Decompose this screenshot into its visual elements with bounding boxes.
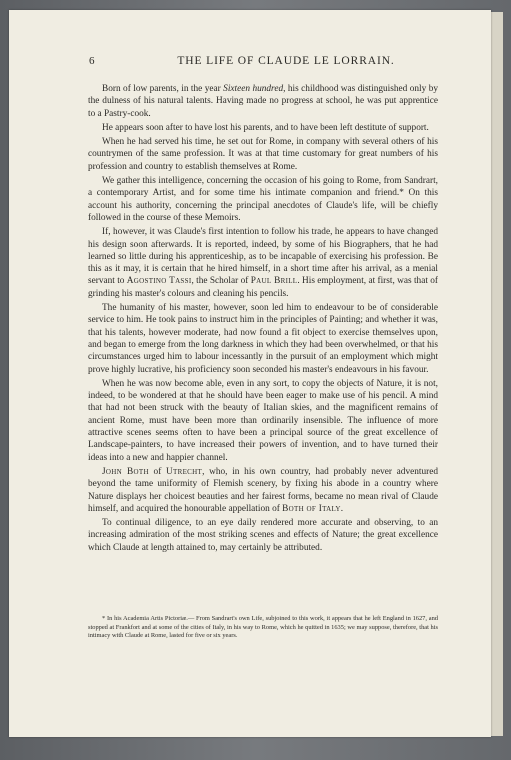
paragraph-text-segment: , his childhood was distinguished only by the dulness of his natural talents. Having made no progress at school, he was put apprentice to a Pastry-cook.	[88, 84, 439, 119]
paragraph-text-segment: He appears soon after to have lost his parents, and to have been left destitute of support.	[102, 122, 429, 133]
running-title: THE LIFE OF CLAUDE LE LORRAIN.	[177, 55, 395, 67]
body-text	[88, 83, 438, 556]
paragraph-text-segment: Born of low parents, in the year	[102, 84, 224, 94]
paragraph	[88, 83, 438, 120]
paragraph	[88, 302, 438, 376]
book-page	[9, 10, 491, 737]
paragraph-text-segment: of	[148, 466, 167, 477]
paragraph-text-segment: , who, in his own country, had probably never adventured beyond the tame uniformity of Flemish scenery, by fixing his abode in a country where Nature displays her choicest beauties and her fairest forms, became no mean rival of Claude himself, and acquired the honourable appellation of	[88, 466, 438, 514]
paragraph-text-segment: Sixteen hundred	[223, 84, 284, 94]
paragraph-text-segment: We gather this intelligence, concerning the occasion of his going to Rome, from Sandrart, a contemporary Artist, and for some time his intimate companion and friend.* On this account his authority, concerning the principal anecdotes of Claude's life, will be chiefly followed in the course of these Memoirs.	[88, 176, 438, 223]
paragraph	[88, 122, 438, 134]
page-number: 6	[89, 55, 95, 67]
paragraph	[88, 517, 438, 554]
paragraph	[88, 175, 438, 224]
footnote	[88, 615, 438, 641]
paragraph-text-segment: .	[340, 503, 344, 514]
paragraph-text-segment: When he had served his time, he set out for Rome, in company with several others of his countrymen of the same profession. It was at that time customary for great numbers of his profession and country to establish themselves at Rome.	[88, 137, 438, 172]
paragraph	[88, 226, 438, 300]
paragraph-text-segment: Both of Italy	[282, 503, 341, 514]
paragraph-text-segment: The humanity of his master, however, soon led him to endeavour to be of considerable service to him. He took pains to instruct him in the principles of Painting; and whether it was, that his talents, however moderate, had now found a fit object to exercise themselves upon, and began to emerge from the long darkness in which they had been overwhelmed, or that his circumstances urged him to labour incessantly in the pursuit of an employment which might prove highly lucrative, his proficiency soon seconded his master's endeavours in his favour.	[88, 303, 438, 375]
paragraph-text-segment: To continual diligence, to an eye daily rendered more accurate and observing, to an increasing admiration of the most striking scenes and effects of Nature; the great excellence which Claude at length attained to, may certainly be attributed.	[88, 518, 438, 553]
paragraph-text-segment: , the Scholar of	[191, 276, 251, 287]
paragraph-text-segment: . His employment, at first, was that of grinding his master's colours and cleaning his pencils.	[88, 276, 438, 299]
paragraph-text-segment: John Both	[102, 466, 149, 477]
paragraph-text-segment: Paul Brill	[250, 276, 298, 287]
paragraph	[88, 136, 438, 173]
paragraph-text-segment: If, however, it was Claude's first intention to follow his trade, he appears to have changed his design soon afterwards. It is reported, indeed, by some of his Biographers, that he had learned so little during his apprenticeship, as to be incapable of exercising his profession. Be this as it may, it is certain that he hired himself, in a short time after his arrival, as a menial servant to	[88, 227, 438, 287]
paragraph-text-segment: Utrecht	[166, 466, 203, 477]
page-header	[89, 55, 459, 71]
paragraph	[88, 378, 438, 464]
paragraph-text-segment: Agostino Tassi	[126, 276, 192, 287]
paragraph	[88, 466, 438, 515]
footnote-text: * In his Academia Artis Pictoriæ.— From Sandrart's own Life, subjoined to this work, it appears that he left England in 1627, and stopped at Frankfort and at some of the cities of Italy, in his way to Rome, which he quitted in 1635; we may suppose, therefore, that his intimacy with Claude at Rome, lasted for five or six years.	[88, 615, 438, 640]
paragraph-text-segment: When he was now become able, even in any sort, to copy the objects of Nature, it is not, indeed, to be wondered at that he should have been eager to make use of his pencil. A mind that had not been struck with the beauty of Italian skies, and the magnificent remains of ancient Rome, must have been more than ordinarily insensible. The influence of more attractive scenes seems often to have been a principal source of the great excellence of Landscape-painters, to have increased their powers of invention, and to have turned their ideas into a new and happier channel.	[88, 378, 438, 463]
